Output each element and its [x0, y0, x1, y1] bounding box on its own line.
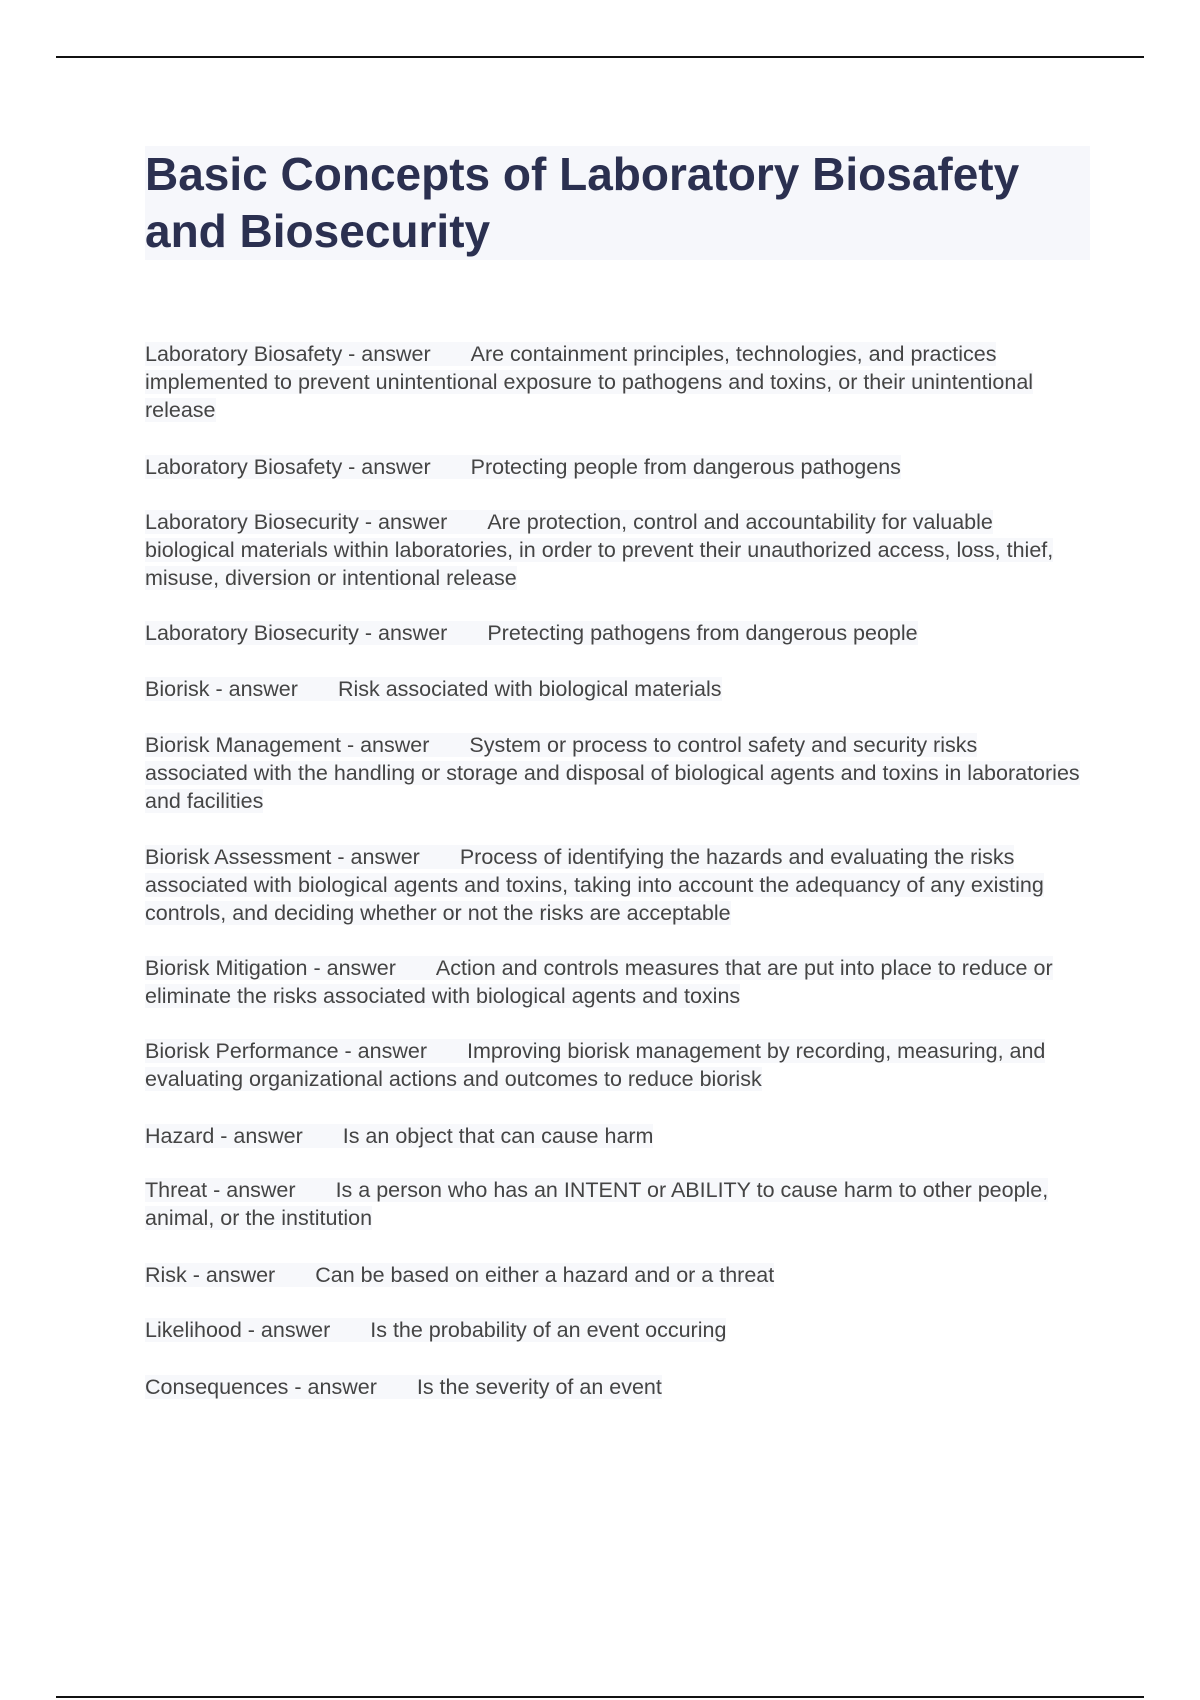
qa-entry-text: [145, 1124, 653, 1148]
entry-answer: Action and controls measures that are put into place to reduce or eliminate the risks associated with biological agents and toxins: [145, 956, 1053, 1008]
entry-answer: Risk associated with biological materials: [337, 677, 722, 701]
qa-entry-text: [145, 1178, 1048, 1230]
entry-term: Risk - answer: [145, 1263, 276, 1287]
qa-entry-text: [145, 1375, 662, 1399]
qa-entry-text: [145, 1039, 1045, 1091]
qa-entry: [145, 340, 1085, 424]
qa-entry: [145, 1176, 1085, 1232]
entry-term: Threat - answer: [145, 1178, 296, 1202]
qa-entry-text: [145, 845, 1044, 925]
qa-entry: [145, 1373, 1085, 1401]
entry-answer: System or process to control safety and security risks associated with the handling or storage and disposal of biological agents and toxins in laboratories and facilities: [145, 733, 1080, 813]
top-rule: [56, 56, 1144, 58]
qa-entry-text: [145, 733, 1080, 813]
entry-answer: Improving biorisk management by recording, measuring, and evaluating organizational actions and outcomes to reduce biorisk: [145, 1039, 1046, 1091]
qa-entry-text: [145, 1263, 774, 1287]
entry-answer: Is the severity of an event: [416, 1375, 662, 1399]
qa-entry-text: [145, 621, 918, 645]
entry-answer: Is a person who has an INTENT or ABILITY to cause harm to other people, animal, or the institution: [145, 1178, 1049, 1230]
entry-term: Laboratory Biosecurity - answer: [145, 621, 448, 645]
entry-term: Biorisk Assessment - answer: [145, 845, 420, 869]
qa-entry: [145, 508, 1085, 592]
qa-entry-text: [145, 342, 1033, 422]
bottom-rule: [56, 1696, 1144, 1698]
entry-term: Biorisk - answer: [145, 677, 298, 701]
qa-entry: [145, 453, 1085, 481]
qa-entry-text: [145, 956, 1053, 1008]
qa-entry-text: [145, 455, 901, 479]
document-title: Basic Concepts of Laboratory Biosafety and Biosecurity: [145, 146, 1090, 260]
entry-term: Biorisk Performance - answer: [145, 1039, 427, 1063]
qa-entry-text: [145, 510, 1053, 590]
entry-term: Hazard - answer: [145, 1124, 303, 1148]
entry-answer: Can be based on either a hazard and or a threat: [315, 1263, 775, 1287]
qa-entry: [145, 731, 1085, 815]
entry-term: Laboratory Biosafety - answer: [145, 455, 431, 479]
qa-entry-text: [145, 677, 722, 701]
entry-term: Consequences - answer: [145, 1375, 377, 1399]
entry-term: Biorisk Mitigation - answer: [145, 956, 396, 980]
qa-entry: [145, 1316, 1085, 1344]
entry-term: Likelihood - answer: [145, 1318, 331, 1342]
entry-term: Laboratory Biosecurity - answer: [145, 510, 448, 534]
qa-entry: [145, 619, 1085, 647]
entry-answer: Are protection, control and accountability for valuable biological materials within laboratories, in order to prevent their unauthorized access, loss, thief, misuse, diversion or intentional release: [145, 510, 1054, 590]
entry-term: Laboratory Biosafety - answer: [145, 342, 431, 366]
entry-term: Biorisk Management - answer: [145, 733, 430, 757]
entry-answer: Protecting people from dangerous pathogens: [470, 455, 901, 479]
qa-entry: [145, 675, 1085, 703]
entry-answer: Pretecting pathogens from dangerous people: [487, 621, 918, 645]
qa-entry: [145, 1122, 1085, 1150]
entry-answer: Is the probability of an event occuring: [370, 1318, 727, 1342]
qa-entry: [145, 1037, 1085, 1093]
entry-answer: Process of identifying the hazards and evaluating the risks associated with biological agents and toxins, taking into account the adequancy of any existing controls, and deciding whether or not the risks are acceptable: [145, 845, 1044, 925]
entry-answer: Are containment principles, technologies, and practices implemented to prevent unintentional exposure to pathogens and toxins, or their unintentional release: [145, 342, 1034, 422]
qa-entry: [145, 1261, 1085, 1289]
entry-answer: Is an object that can cause harm: [342, 1124, 654, 1148]
qa-entry-text: [145, 1318, 726, 1342]
qa-entry: [145, 954, 1085, 1010]
qa-entry: [145, 843, 1085, 927]
